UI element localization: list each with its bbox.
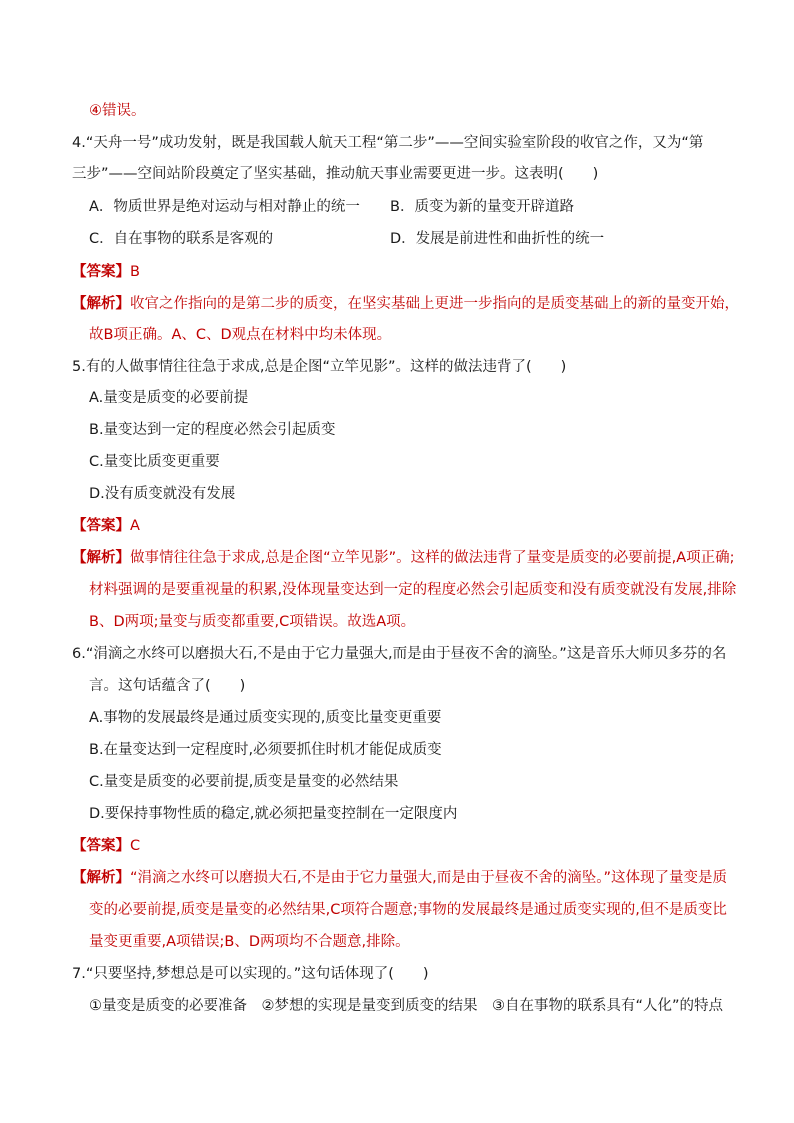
q5-analysis-line-2: 材料强调的是要重视量的积累,没体现量变达到一定的程度必然会引起质变和没有质变就没有发展,排除 bbox=[89, 582, 737, 598]
q4-stem-line-1: 4.“天舟一号”成功发射，既是我国载人航天工程“第二步”——空间实验室阶段的收官之作，又为“第 bbox=[72, 135, 704, 151]
q6-stem-line-2: 言。这句话蕴含了( ) bbox=[89, 678, 246, 694]
q6-option-a: A.事物的发展最终是通过质变实现的,质变比量变更重要 bbox=[89, 710, 442, 726]
analysis-label: 【解析】 bbox=[72, 296, 130, 312]
analysis-text: 做事情往往急于求成,总是企图“立竿见影”。这样的做法违背了量变是质变的必要前提,A项正确; bbox=[130, 550, 735, 566]
q5-analysis-line-3: B、D两项;量变与质变都重要,C项错误。故选A项。 bbox=[89, 614, 416, 630]
q6-option-d: D.要保持事物性质的稳定,就必须把量变控制在一定限度内 bbox=[89, 806, 458, 822]
q4-answer bbox=[72, 262, 140, 282]
answer-value: A bbox=[130, 518, 140, 534]
q4-stem-line-2: 三步”——空间站阶段奠定了坚实基础，推动航天事业需要更进一步。这表明( ) bbox=[72, 166, 599, 182]
answer-value: C bbox=[130, 838, 141, 854]
q4-option-a: A．物质世界是绝对运动与相对静止的统一 bbox=[89, 199, 360, 215]
q6-analysis-line-3: 量变更重要,A项错误;B、D两项均不合题意,排除。 bbox=[89, 934, 410, 950]
q5-option-c: C.量变比质变更重要 bbox=[89, 454, 220, 470]
answer-label: 【答案】 bbox=[72, 838, 130, 854]
q5-option-d: D.没有质变就没有发展 bbox=[89, 486, 236, 502]
q7-options-line: ①量变是质变的必要准备 ②梦想的实现是量变到质变的结果 ③自在事物的联系具有“人化”的特点 bbox=[89, 998, 724, 1014]
q6-option-b: B.在量变达到一定程度时,必须要抓住时机才能促成质变 bbox=[89, 742, 442, 758]
q7-stem: 7.“只要坚持,梦想总是可以实现的。”这句话体现了( ) bbox=[72, 966, 429, 982]
q5-option-a: A.量变是质变的必要前提 bbox=[89, 390, 249, 406]
analysis-label: 【解析】 bbox=[72, 870, 130, 886]
q6-stem-line-1: 6.“涓滴之水终可以磨损大石,不是由于它力量强大,而是由于昼夜不舍的滴坠。”这是音乐大师贝多芬的名 bbox=[72, 646, 727, 662]
previous-answer-tail: ④错误。 bbox=[89, 103, 146, 119]
q6-analysis-line-2: 变的必要前提,质变是量变的必然结果,C项符合题意;事物的发展最终是通过质变实现的,但不是质变比 bbox=[89, 902, 727, 918]
analysis-label: 【解析】 bbox=[72, 550, 130, 566]
q5-option-b: B.量变达到一定的程度必然会引起质变 bbox=[89, 422, 336, 438]
analysis-text: “涓滴之水终可以磨损大石,不是由于它力量强大,而是由于昼夜不舍的滴坠。”这体现了量变是质 bbox=[130, 870, 727, 886]
q5-answer bbox=[72, 516, 140, 536]
answer-label: 【答案】 bbox=[72, 518, 130, 534]
q4-option-b: B．质变为新的量变开辟道路 bbox=[390, 199, 574, 215]
q6-answer bbox=[72, 836, 140, 856]
q4-analysis-line-1 bbox=[72, 294, 739, 314]
analysis-text: 收官之作指向的是第二步的质变，在坚实基础上更进一步指向的是质变基础上的新的量变开始， bbox=[130, 296, 739, 312]
q4-option-d: D．发展是前进性和曲折性的统一 bbox=[390, 231, 605, 247]
q5-analysis-line-1 bbox=[72, 548, 735, 568]
q6-option-c: C.量变是质变的必要前提,质变是量变的必然结果 bbox=[89, 774, 399, 790]
q4-option-c: C．自在事物的联系是客观的 bbox=[89, 231, 274, 247]
answer-label: 【答案】 bbox=[72, 264, 130, 280]
q4-analysis-line-2: 故B项正确。A、C、D观点在材料中均未体现。 bbox=[89, 327, 392, 343]
answer-value: B bbox=[130, 264, 140, 280]
q5-stem: 5.有的人做事情往往急于求成,总是企图“立竿见影”。这样的做法违背了( ) bbox=[72, 359, 567, 375]
q6-analysis-line-1 bbox=[72, 868, 727, 888]
